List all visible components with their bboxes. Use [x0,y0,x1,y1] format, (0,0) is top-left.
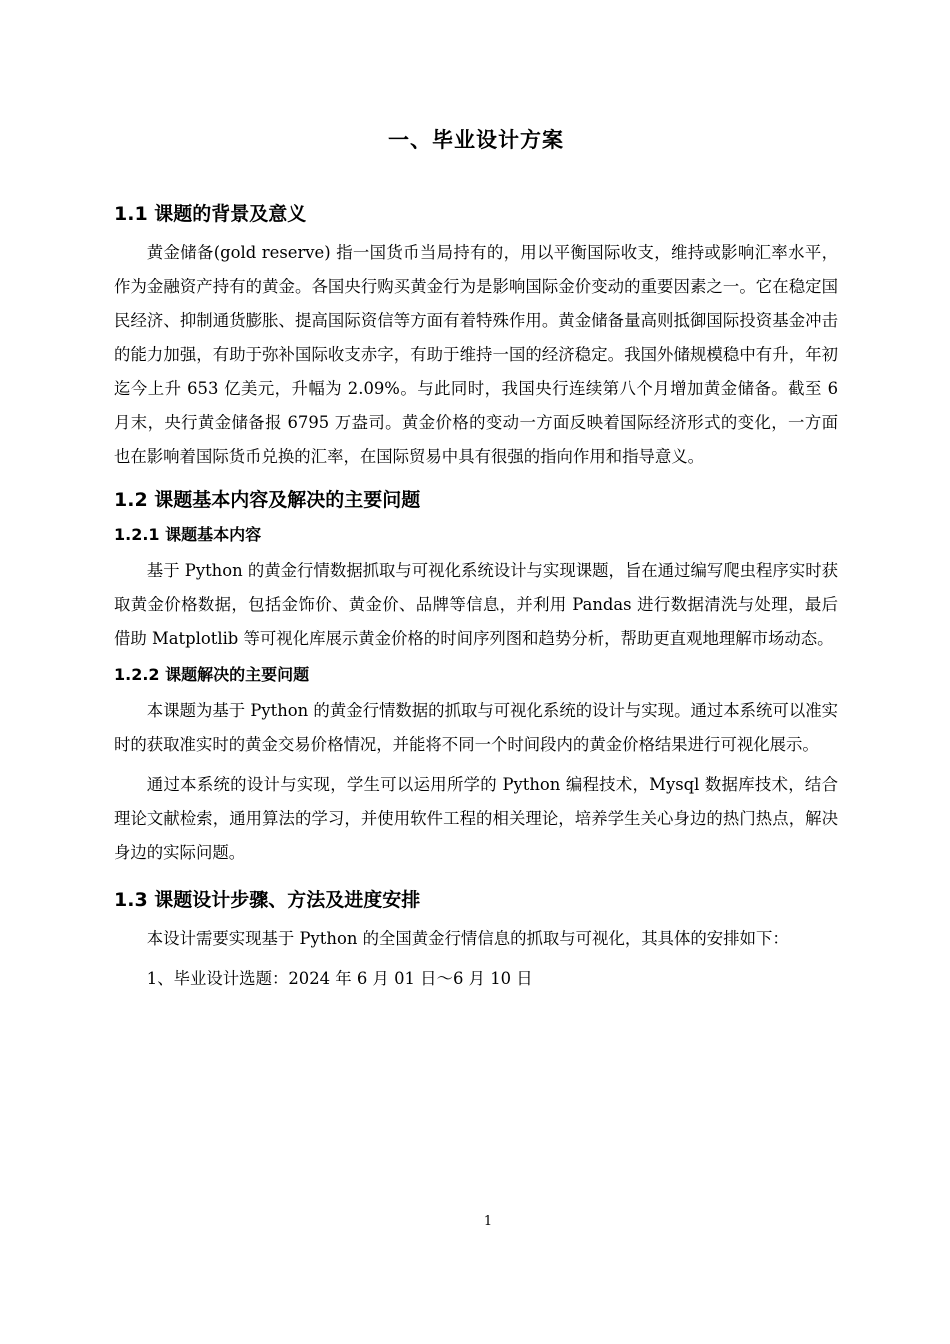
page-content [114,120,838,1002]
section-1-1 [114,200,838,474]
subsection-1-2-2 [114,662,838,870]
section-heading-1-3: 1.3 课题设计步骤、方法及进度安排 [114,889,421,911]
page-number: 1 [483,1214,493,1229]
section-1-3 [114,886,838,996]
paragraph-1-3-1: 本设计需要实现基于 Python 的全国黄金行情信息的抓取与可视化，其具体的安排如下： [146,929,789,948]
subsection-1-2-1 [114,522,838,656]
chapter-title: 一、毕业设计方案 [388,128,564,152]
paragraph-1-3-2: 1、毕业设计选题：2024 年 6 月 01 日～6 月 10 日 [146,969,533,988]
section-heading-1-1: 1.1 课题的背景及意义 [114,203,307,225]
paragraph-1-1-1: 黄金储备(gold reserve) 指一国货币当局持有的，用以平衡国际收支，维持或影响汇率水平，作为金融资产持有的黄金。各国央行购买黄金行为是影响国际金价变动的重要因素之一。它在稳定国民经济、抑制通货膨胀、提高国际资信等方面有着特殊作用。黄金储备量高则抵御国际投资基金冲击的能力加强，有助于弥补国际收支赤字，有助于维持一国的经济稳定。我国外储规模稳中有升，年初迄今上升 653 亿美元，升幅为 2.09%。与此同时，我国央行连续第八个月增加黄金储备。截至 6 月末，央行黄金储备报 6795 万盎司。黄金价格的变动一方面反映着国际经济形式的变化，一方面也在影响着国际货币兑换的汇率，在国际贸易中具有很强的指向作用和指导意义。 [114,243,838,466]
paragraph-1-2-2-1: 本课题为基于 Python 的黄金行情数据的抓取与可视化系统的设计与实现。通过本系统可以准实时的获取准实时的黄金交易价格情况，并能将不同一个时间段内的黄金价格结果进行可视化展示。 [114,701,838,754]
section-heading-1-2: 1.2 课题基本内容及解决的主要问题 [114,489,421,511]
subsection-heading-1-2-1: 1.2.1 课题基本内容 [114,525,262,544]
subsection-heading-1-2-2: 1.2.2 课题解决的主要问题 [114,665,310,684]
section-1-2 [114,486,838,870]
paragraph-1-2-2-2: 通过本系统的设计与实现，学生可以运用所学的 Python 编程技术，Mysql 数据库技术，结合理论文献检索，通用算法的学习，并使用软件工程的相关理论，培养学生关心身边的热门热点，解决身边的实际问题。 [114,775,838,862]
paragraph-1-2-1-1: 基于 Python 的黄金行情数据抓取与可视化系统设计与实现课题，旨在通过编写爬虫程序实时获取黄金价格数据，包括金饰价、黄金价、品牌等信息，并利用 Pandas 进行数据清洗与处理，最后借助 Matplotlib 等可视化库展示黄金价格的时间序列图和趋势分析，帮助更直观地理解市场动态。 [114,561,838,648]
